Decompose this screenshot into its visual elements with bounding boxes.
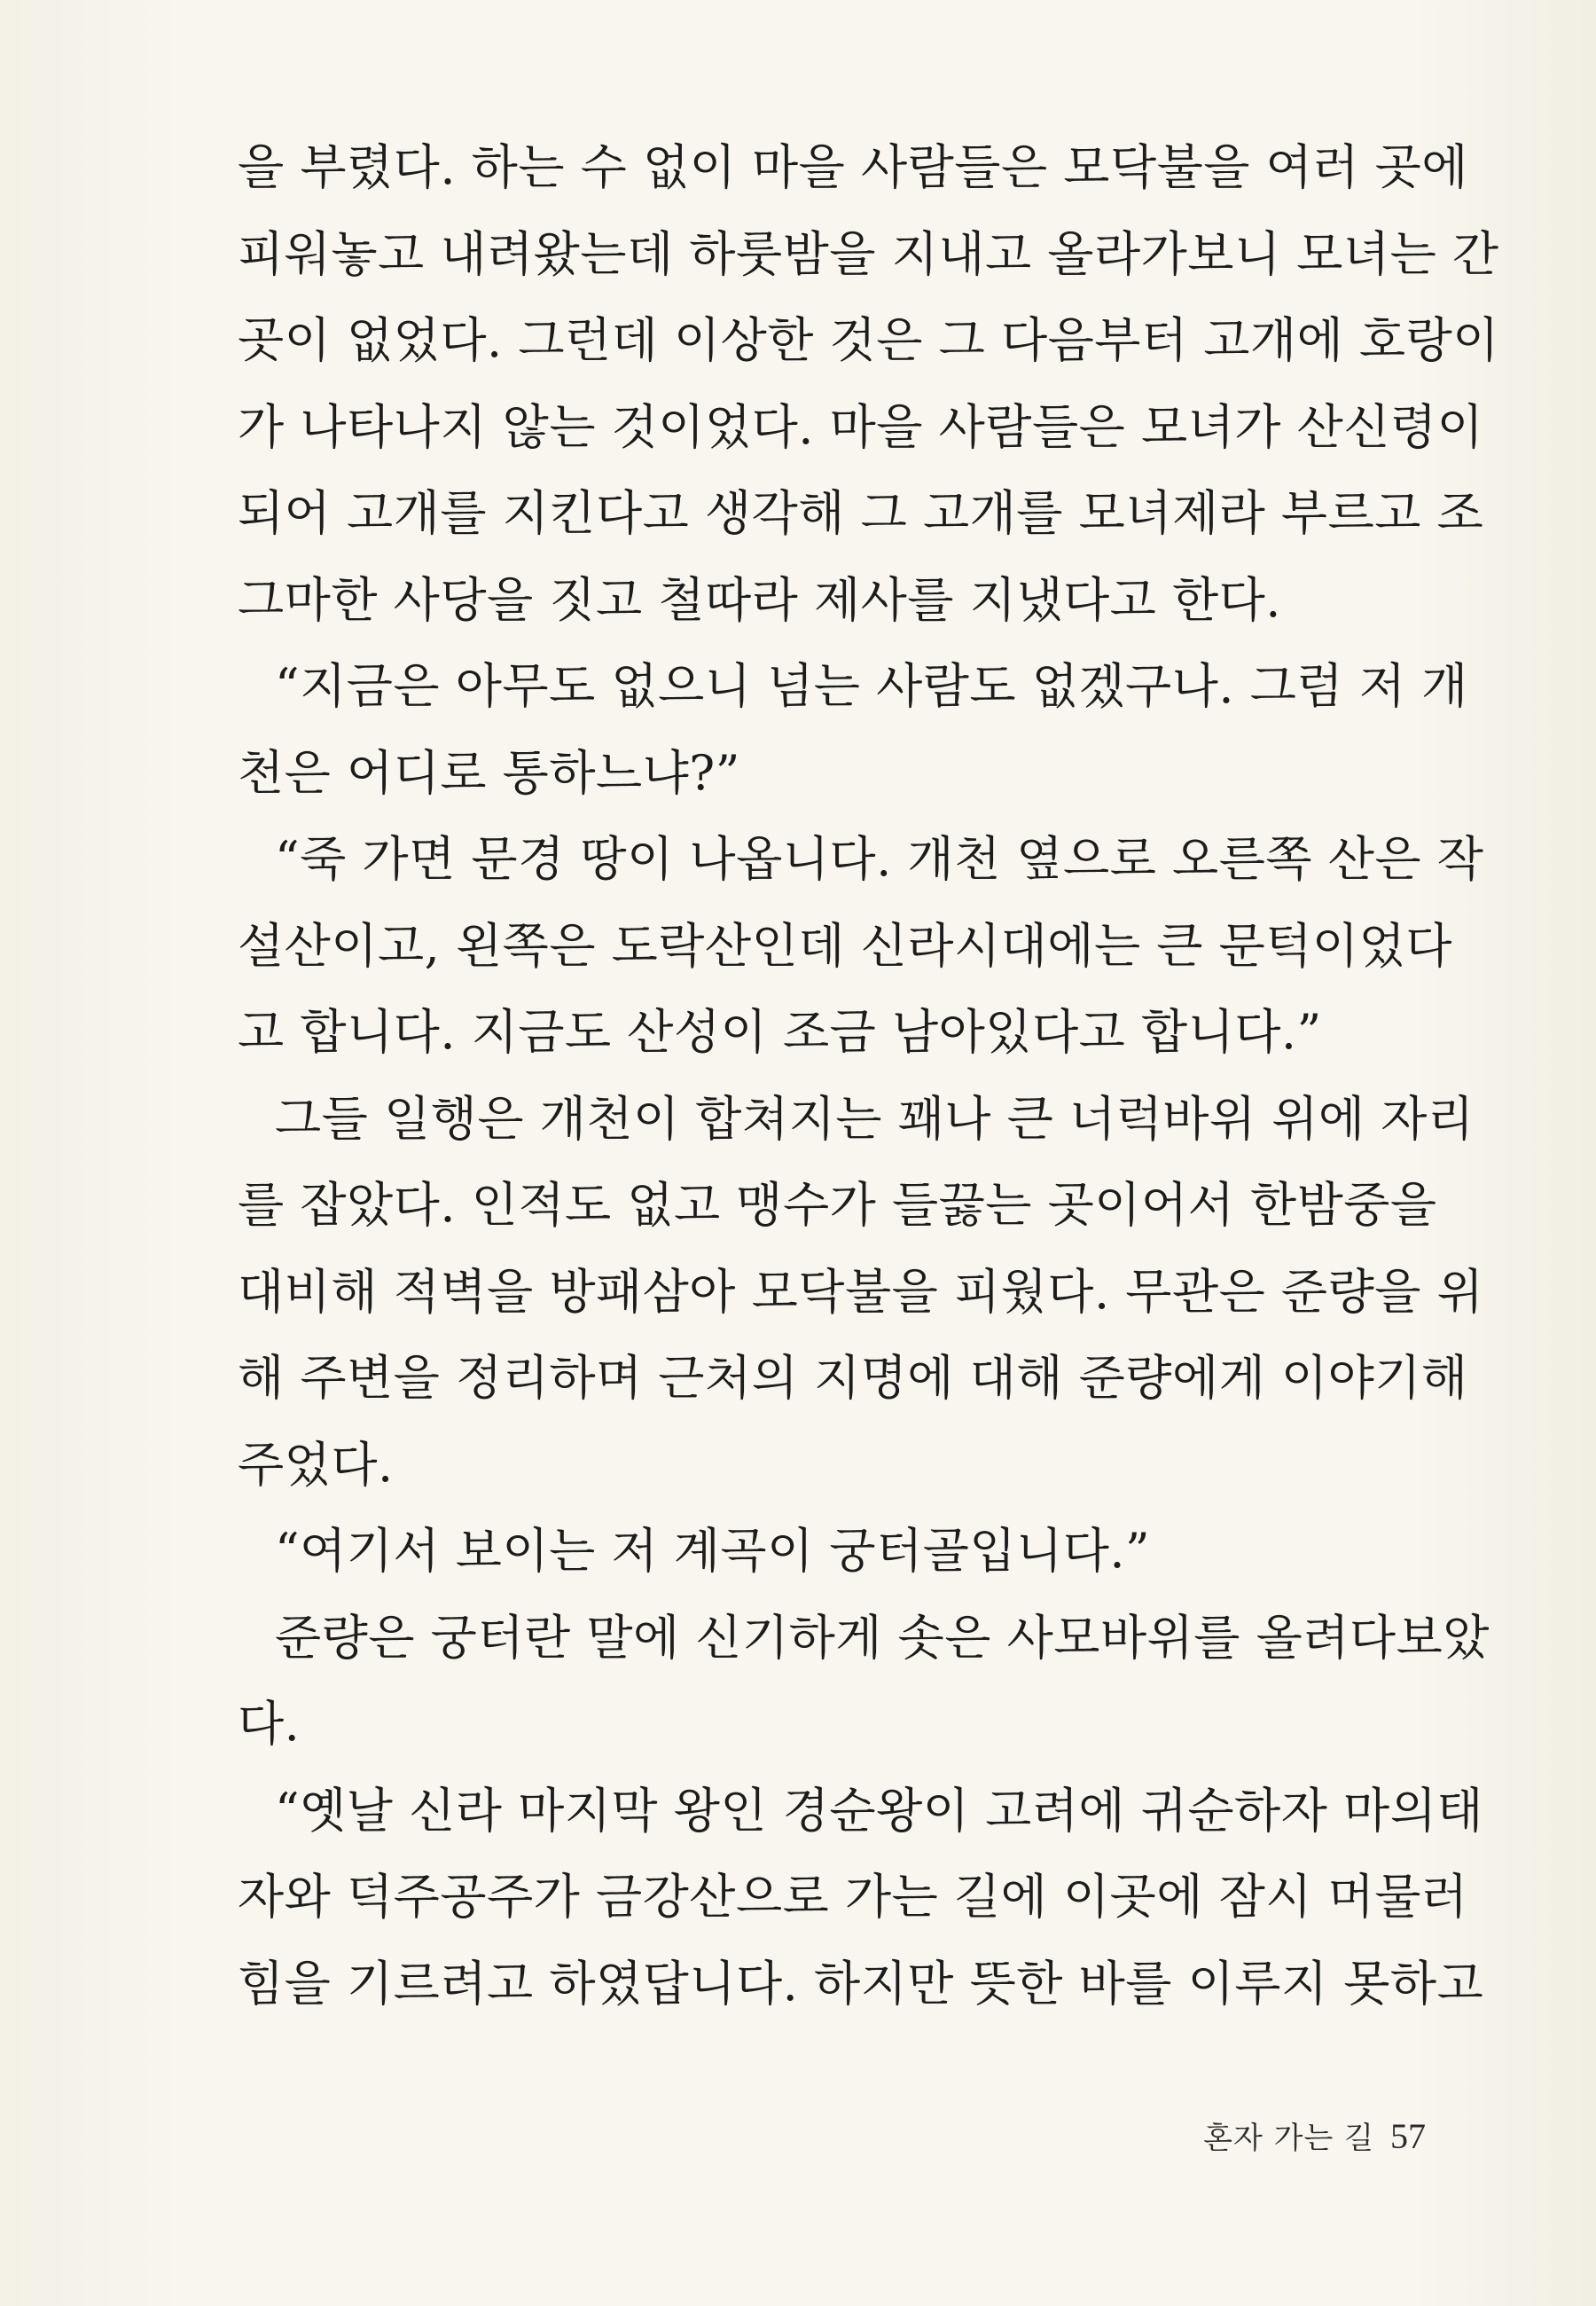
text-line: 가 나타나지 않는 것이었다. 마을 사람들은 모녀가 산신령이 [238, 398, 1484, 455]
text-line: “지금은 아무도 없으니 넘는 사람도 없겠구나. 그럼 저 개 [275, 658, 1468, 714]
running-title: 혼자 가는 길 [1203, 2121, 1374, 2156]
text-line: 그들 일행은 개천이 합쳐지는 꽤나 큰 너럭바위 위에 자리 [275, 1090, 1475, 1147]
text-line: “옛날 신라 마지막 왕인 경순왕이 고려에 귀순하자 마의태 [275, 1782, 1484, 1839]
page-number: 57 [1390, 2116, 1426, 2156]
text-line: 다. [238, 1696, 301, 1752]
text-line: 되어 고개를 지킨다고 생각해 그 고개를 모녀제라 부르고 조 [238, 485, 1484, 541]
text-line: 준량은 궁터란 말에 신기하게 솟은 사모바위를 올려다보았 [275, 1609, 1490, 1666]
text-line: 를 잡았다. 인적도 없고 맹수가 들끓는 곳이어서 한밤중을 [238, 1177, 1437, 1233]
text-line: 자와 덕주공주가 금강산으로 가는 길에 이곳에 잠시 머물러 [238, 1869, 1468, 1925]
text-line: 주었다. [238, 1436, 394, 1493]
text-line: 그마한 사당을 짓고 철따라 제사를 지냈다고 한다. [238, 571, 1281, 628]
text-line: 을 부렸다. 하는 수 없이 마을 사람들은 모닥불을 여러 곳에 [238, 139, 1468, 195]
text-line: 해 주변을 정리하며 근처의 지명에 대해 준량에게 이야기해 [238, 1350, 1468, 1406]
text-line: 고 합니다. 지금도 산성이 조금 남아있다고 합니다.” [238, 1004, 1322, 1060]
page-footer [1203, 2114, 1426, 2157]
body-text [238, 124, 1499, 2027]
text-line: 피워놓고 내려왔는데 하룻밤을 지내고 올라가보니 모녀는 간 [238, 225, 1499, 282]
text-line: 곳이 없었다. 그런데 이상한 것은 그 다음부터 고개에 호랑이 [238, 312, 1499, 368]
text-line: 천은 어디로 통하느냐?” [238, 744, 740, 801]
text-line: “여기서 보이는 저 계곡이 궁터골입니다.” [275, 1523, 1151, 1579]
text-line: 설산이고, 왼쪽은 도락산인데 신라시대에는 큰 문턱이었다 [238, 917, 1452, 974]
text-line: 대비해 적벽을 방패삼아 모닥불을 피웠다. 무관은 준량을 위 [238, 1263, 1484, 1320]
text-line: “죽 가면 문경 땅이 나옵니다. 개천 옆으로 오른쪽 산은 작 [275, 831, 1484, 887]
text-line: 힘을 기르려고 하였답니다. 하지만 뜻한 바를 이루지 못하고 [238, 1955, 1484, 2012]
